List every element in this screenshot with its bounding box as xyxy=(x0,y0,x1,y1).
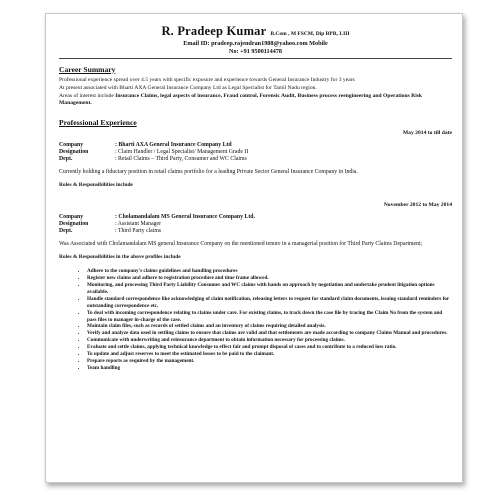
summary-line-1: Professional experience spread over 4.5 years with specific exposure and experience towards General Insurance Industry for 3 years xyxy=(59,76,355,83)
job-2-roles-heading: Roles & Responsibilities in the above profiles include xyxy=(59,254,181,261)
company-label: Company xyxy=(59,214,84,221)
job-2-details xyxy=(59,214,255,235)
responsibility-item: • Prepare reports as required by the management. xyxy=(87,358,452,365)
candidate-phone: No: +91 9500114478 xyxy=(228,47,283,55)
responsibility-item: • Verify and analyze data used in settling claims to ensure that claims are valid and that settlements are made according to company Claims Manual and procedures. xyxy=(87,330,452,337)
designation-label: Designation xyxy=(59,221,89,228)
designation-value: : Claim Handler / Legal Specialist/ Management Grade II xyxy=(115,148,249,155)
career-summary-heading: Career Summary xyxy=(59,64,116,74)
job-2-description: Was Associated with Cholamandalam MS general Insurance Company on the mentioned tenure in a managerial position for Third Party Claims Department; xyxy=(59,240,423,247)
responsibility-item: • To update and adjust reserves to meet the estimated losses to be paid to the claimant. xyxy=(87,351,452,358)
dept-label: Dept. xyxy=(59,155,73,162)
dept-label: Dept. xyxy=(59,228,73,234)
interests-label: Areas of interest include xyxy=(59,93,114,100)
responsibility-item: • Adhere to the company's claims guidelines and handling procedures xyxy=(87,268,452,275)
responsibility-item: • Maintain claim files, such as records of settled claims and an inventory of claims requiring detailed analysis. xyxy=(87,323,452,330)
candidate-name: R. Pradeep Kumar xyxy=(161,24,267,38)
responsibility-item: • To deal with incoming correspondence relating to claims under care. For existing claims, to track down the case file by tracing the Claim No from the system and pass files to manager in-charge of the case. xyxy=(87,310,452,324)
responsibility-item: • Handle standard correspondence like acknowledging of claim notification, releasing letters to request for standard claim documents, issuing standard reminders for outstanding correspondence etc. xyxy=(87,296,452,310)
interests-text: Insurance Claims, legal aspects of insurance, Fraud control, Forensic Audit, Business process reengineering and Operations Risk Management. xyxy=(59,93,423,107)
responsibility-item: • Team handling xyxy=(87,365,452,372)
designation-label: Designation xyxy=(59,148,89,155)
responsibility-item: • Evaluate and settle claims, applying technical knowledge to effect fair and prompt disposal of cases and to contribute to a reduced loss ratio. xyxy=(87,344,452,351)
job-2-date: November 2012 to May 2014 xyxy=(383,202,452,209)
summary-interests xyxy=(59,93,452,108)
responsibility-item: • Monitoring, and processing Third Party Liability Consumer and WC claims with hands on approach by negotiation and undertake prudent litigation options available. xyxy=(87,282,452,296)
job-entry-2 xyxy=(59,202,452,260)
job-1-date: May 2014 to till date xyxy=(402,129,452,136)
summary-line-2: At present associated with Bharti AXA General Insurance Company Ltd as Legal Specialist for Tamil Nadu region. xyxy=(59,84,317,91)
resume-header xyxy=(59,22,452,55)
candidate-email: Email ID: pradeep.rajendran1988@yahoo.com Mobile xyxy=(183,40,328,48)
company-label: Company xyxy=(59,141,84,148)
responsibility-item: • Communicate with underwriting and reinsurance department to obtain information necessary for processing claims. xyxy=(87,337,452,344)
candidate-qualifications: B.Com , M FSCM, Dip BPR, LIII xyxy=(270,31,350,37)
company-value: : Cholamandalam MS General Insurance Company Ltd. xyxy=(115,214,255,221)
responsibilities-list xyxy=(59,268,452,371)
job-entry-1 xyxy=(59,130,452,188)
resume-page xyxy=(45,13,463,483)
dept-value: : Retail Claims – Third Party, Consumer and WC Claims xyxy=(115,155,247,162)
experience-heading: Professional Experience xyxy=(59,117,137,127)
designation-value: : Assistant Manager xyxy=(115,221,162,228)
job-1-details xyxy=(59,142,248,163)
header-divider xyxy=(59,58,452,59)
job-1-description: Currently holding a fiduciary position in retail claims portfolio for a leading Private Sector General Insurance Company in India. xyxy=(59,168,358,175)
company-value: : Bharti AXA General Insurance Company Ltd xyxy=(115,141,232,148)
dept-value: : Third Party claims xyxy=(115,228,162,234)
job-1-roles-heading: Roles & Responsibilities include xyxy=(59,182,133,189)
responsibility-item: • Register new claims and adhere to registration procedure and time frame allowed. xyxy=(87,275,452,282)
